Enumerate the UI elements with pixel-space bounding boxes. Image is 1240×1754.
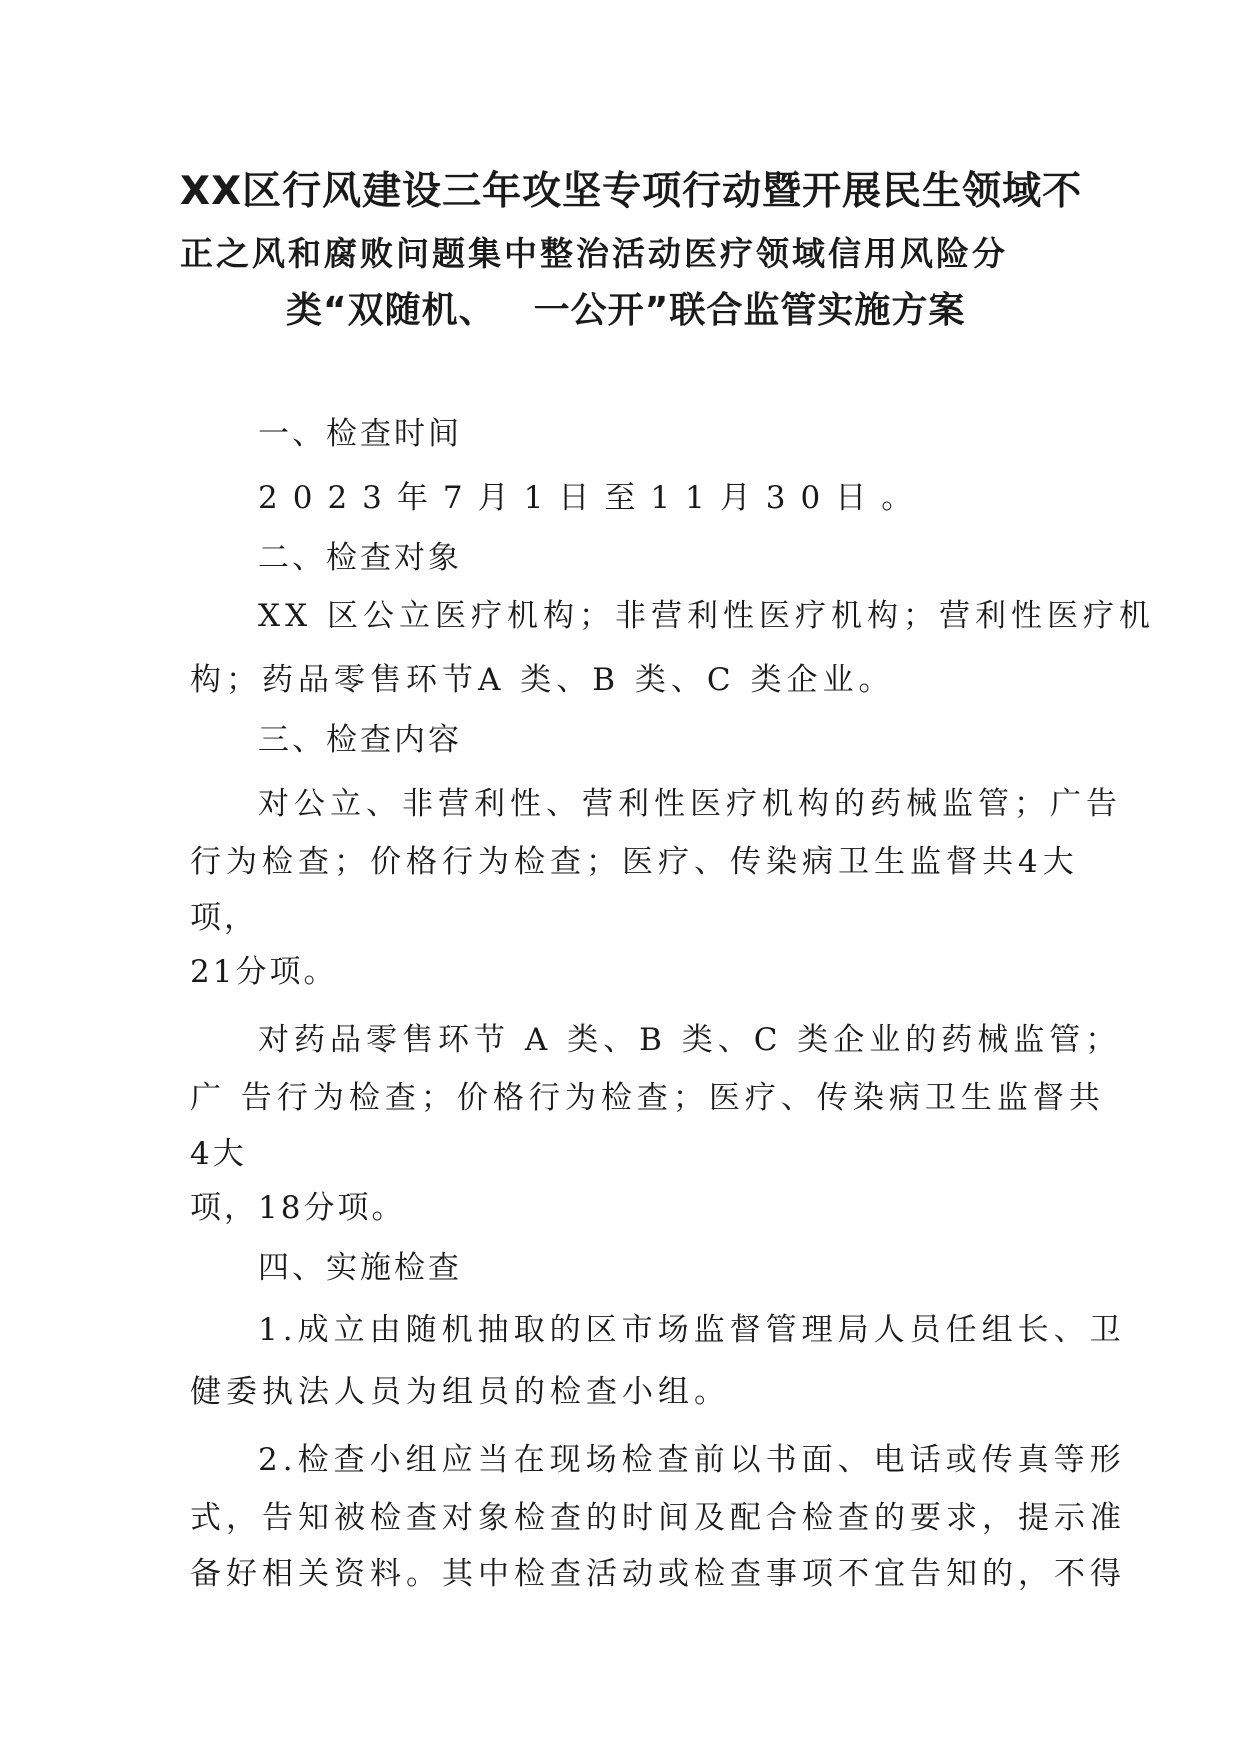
paragraph-line: 对公立、非营利性、营利性医疗机构的药械监管；广告 bbox=[258, 786, 1122, 822]
paragraph-line: 2023年7月1日至11月30日。 bbox=[258, 480, 928, 516]
paragraph-line: 健委执法人员为组员的检查小组。 bbox=[190, 1374, 730, 1410]
paragraph-line: 4大 bbox=[190, 1136, 247, 1172]
paragraph-line: 构；药品零售环节A 类、B 类、C 类企业。 bbox=[190, 662, 895, 698]
title-line-3-part-2: 一公开”联合监管实施方案 bbox=[533, 290, 966, 331]
title-line-3-part-1: 类“双随机、 bbox=[286, 290, 496, 331]
paragraph-line: 对药品零售环节 A 类、B 类、C 类企业的药械监管； bbox=[258, 1022, 1122, 1058]
paragraph-line: 式，告知被检查对象检查的时间及配合检查的要求，提示准 bbox=[190, 1500, 1126, 1536]
paragraph-line: 21分项。 bbox=[190, 954, 338, 990]
paragraph-line: 备好相关资料。其中检查活动或检查事项不宜告知的，不得 bbox=[190, 1556, 1126, 1592]
document-title-line-3 bbox=[286, 282, 1166, 333]
paragraph-line: 1.成立由随机抽取的区市场监督管理局人员任组长、卫 bbox=[258, 1312, 1126, 1348]
section-heading-3: 三、检查内容 bbox=[258, 722, 462, 758]
paragraph-line: 项，18分项。 bbox=[190, 1190, 406, 1226]
paragraph-line: XX 区公立医疗机构；非营利性医疗机构；营利性医疗机 bbox=[258, 598, 1155, 634]
section-heading-2: 二、检查对象 bbox=[258, 540, 462, 576]
paragraph-line: 项， bbox=[190, 900, 258, 936]
document-title-line-2: 正之风和腐败问题集中整治活动医疗领域信用风险分 bbox=[180, 234, 1008, 273]
section-heading-4: 四、实施检查 bbox=[258, 1250, 462, 1286]
paragraph-line: 行为检查；价格行为检查；医疗、传染病卫生监督共4大 bbox=[190, 844, 1079, 880]
section-heading-1: 一、检查时间 bbox=[258, 416, 462, 452]
document-title-line-1: XX区行风建设三年攻坚专项行动暨开展民生领域不 bbox=[180, 169, 1083, 214]
paragraph-line: 2.检查小组应当在现场检查前以书面、电话或传真等形 bbox=[258, 1442, 1126, 1478]
paragraph-line: 广 告行为检查；价格行为检查；医疗、传染病卫生监督共 bbox=[190, 1080, 1105, 1116]
